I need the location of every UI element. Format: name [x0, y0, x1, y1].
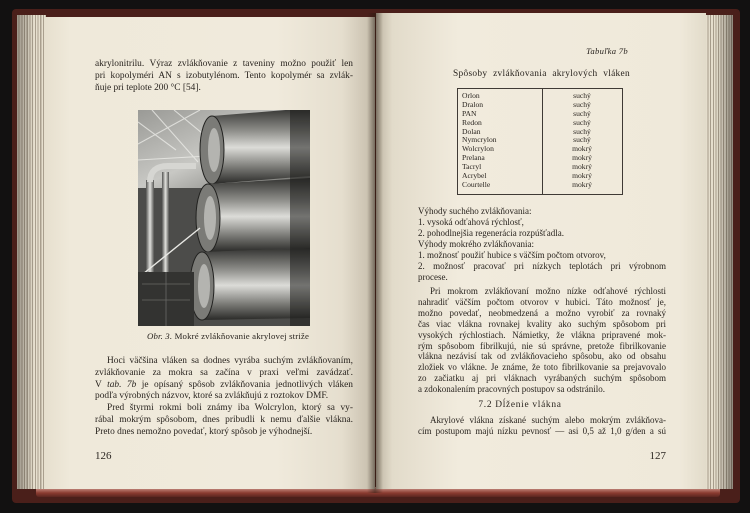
section-line: Akrylové vlákna získané suchým alebo mokrým zvlákňova-	[430, 415, 666, 425]
body-line: zvlákňovanie za mokra sa začína v praxi veľmi zavádzať.	[95, 367, 353, 378]
text-segment: V	[95, 379, 108, 390]
paragraph-line: rým spôsobom fibrilkujú, nie sú správne, pretože fibrilkovanie	[418, 340, 666, 351]
paragraph-line: zo začiatku aj pri vláknach vyrábaných suchým spôsobom	[418, 373, 666, 384]
page-number-left: 126	[95, 450, 112, 462]
body-line: Preto dnes nemožno povedať, ktorý spôsob je výhodnejší.	[95, 426, 313, 437]
advantage-line: Výhody mokrého zvlákňovania:	[418, 239, 534, 249]
table-cell-method: suchý	[573, 108, 591, 118]
table-cell-method: mokrý	[572, 162, 592, 172]
page-number-right: 127	[649, 450, 666, 462]
paragraph-line: vysokých rýchlostiach. Námietky, že vlákna pripravené mok-	[418, 329, 666, 340]
body-line: Pred štyrmi rokmi boli známy iba Wolcrylon, ktorý sa vy-	[107, 403, 353, 414]
table-cell-fiber: PAN	[462, 108, 477, 118]
table-cell-method: mokrý	[572, 144, 592, 154]
table-cell-fiber: Redon	[462, 117, 482, 127]
figure-caption	[134, 331, 322, 342]
table-row	[458, 110, 622, 119]
fiber-table	[457, 88, 623, 195]
table-row	[458, 101, 622, 110]
figure-label: Obr. 3.	[146, 331, 173, 341]
paragraph-line: vlákna nezávisí tak od zvlákňovacieho spôsobu, ako od obsahu	[418, 351, 666, 362]
paragraph-line: možno povedať, neobmedzená a možno vyrobiť za rovnaký	[418, 307, 666, 318]
table-cell-fiber: Orlon	[462, 91, 480, 100]
section-line: cím postupom majú nízku pevnosť — asi 0,5 až 1,0 g/den a sú	[418, 426, 666, 436]
advantage-line: 2. pohodlnejšia regenerácia rozpúšťadla.	[418, 228, 565, 238]
intro-paragraph	[95, 58, 353, 95]
paragraph-line: zložiek vo vlákne. Je známe, že toto fibrilkovanie sa prejavovalo	[418, 362, 666, 373]
table-cell-method: suchý	[573, 135, 591, 145]
paragraph-line: nahradiť väčším počtom otvorov v hubici. Táto možnosť je,	[418, 296, 666, 307]
table-cell-method: suchý	[573, 91, 591, 100]
table-cell-fiber: Nymcrylon	[462, 135, 497, 145]
intro-line: ňuje pri teplote 200 °C [54].	[95, 83, 201, 94]
advantage-line: 1. možnosť použiť hubice s väčším počtom otvorov,	[418, 250, 606, 260]
table-label: Tabuľka 7b	[586, 46, 628, 56]
body-line: podľa výrobných názvov, ktoré sa zvlákňujú z roztokov DMF.	[95, 391, 329, 402]
machinery-photo	[138, 110, 310, 326]
table-cell-method: suchý	[573, 117, 591, 127]
table-reference: tab. 7b	[107, 379, 137, 390]
paragraph-line: a zdokonalením pracovných postupov sa odstránilo.	[418, 384, 605, 395]
table-cell-method: mokrý	[572, 179, 592, 189]
body-paragraph	[95, 356, 353, 439]
table-cell-fiber: Prelana	[462, 153, 485, 163]
table-cell-method: suchý	[573, 99, 591, 109]
body-line	[95, 380, 353, 392]
text-segment: je opísaný spôsob zvlákňovania jednotlivých vláken	[136, 379, 353, 390]
intro-line: pri kopolyméri AN s izobutylénom. Tento kopolymér sa zvlák-	[95, 71, 353, 82]
figure-caption-text: Mokré zvlákňovanie akrylovej striže	[174, 331, 310, 341]
intro-line: akrylonitrilu. Výraz zvlákňovanie z taveniny možno použiť len	[95, 59, 353, 69]
table-cell-method: suchý	[573, 126, 591, 136]
book-spine	[367, 13, 383, 493]
section-paragraph	[418, 415, 666, 437]
table-cell-fiber: Wolcrylon	[462, 144, 494, 154]
table-cell-method: mokrý	[572, 171, 592, 181]
table-row	[458, 181, 622, 190]
table-cell-fiber: Tacryl	[462, 162, 482, 172]
table-cell-fiber: Dralon	[462, 99, 484, 109]
table-row	[458, 154, 622, 163]
advantages-list	[418, 206, 666, 283]
advantage-line: Výhody suchého zvlákňovania:	[418, 206, 532, 216]
table-cell-fiber: Acrybel	[462, 171, 487, 181]
advantage-line: procese.	[418, 272, 448, 282]
left-page-stack	[17, 15, 46, 489]
advantage-line: 2. možnosť pracovať pri nízkych teplotách pri výrobnom	[418, 261, 666, 271]
paragraph-line: Pri mokrom zvlákňovaní možno nízke odťahové rýchlosti	[430, 286, 666, 296]
paragraph-line: čas viac vlákna rovnakej kvality ako suchým spôsobom pri	[418, 318, 666, 329]
table-row	[458, 119, 622, 128]
table-title: Spôsoby zvlákňovania akrylových vláken	[453, 69, 630, 79]
table-cell-method: mokrý	[572, 153, 592, 163]
table-cell-fiber: Courtelle	[462, 179, 491, 189]
body-line: rábal mokrým spôsobom, dnes pribudli k nemu ďalšie vlákna.	[95, 414, 353, 425]
body-line: Hoci väčšina vláken sa dodnes vyrába suchým zvlákňovaním,	[107, 356, 353, 366]
section-heading: 7.2 Dĺženie vlákna	[478, 400, 562, 410]
advantage-line: 1. vysoká odťahová rýchlosť,	[418, 217, 524, 227]
table-column-divider	[542, 89, 543, 194]
wet-spinning-paragraph	[418, 286, 666, 395]
right-page-stack	[705, 15, 733, 489]
table-cell-fiber: Dolan	[462, 126, 481, 136]
